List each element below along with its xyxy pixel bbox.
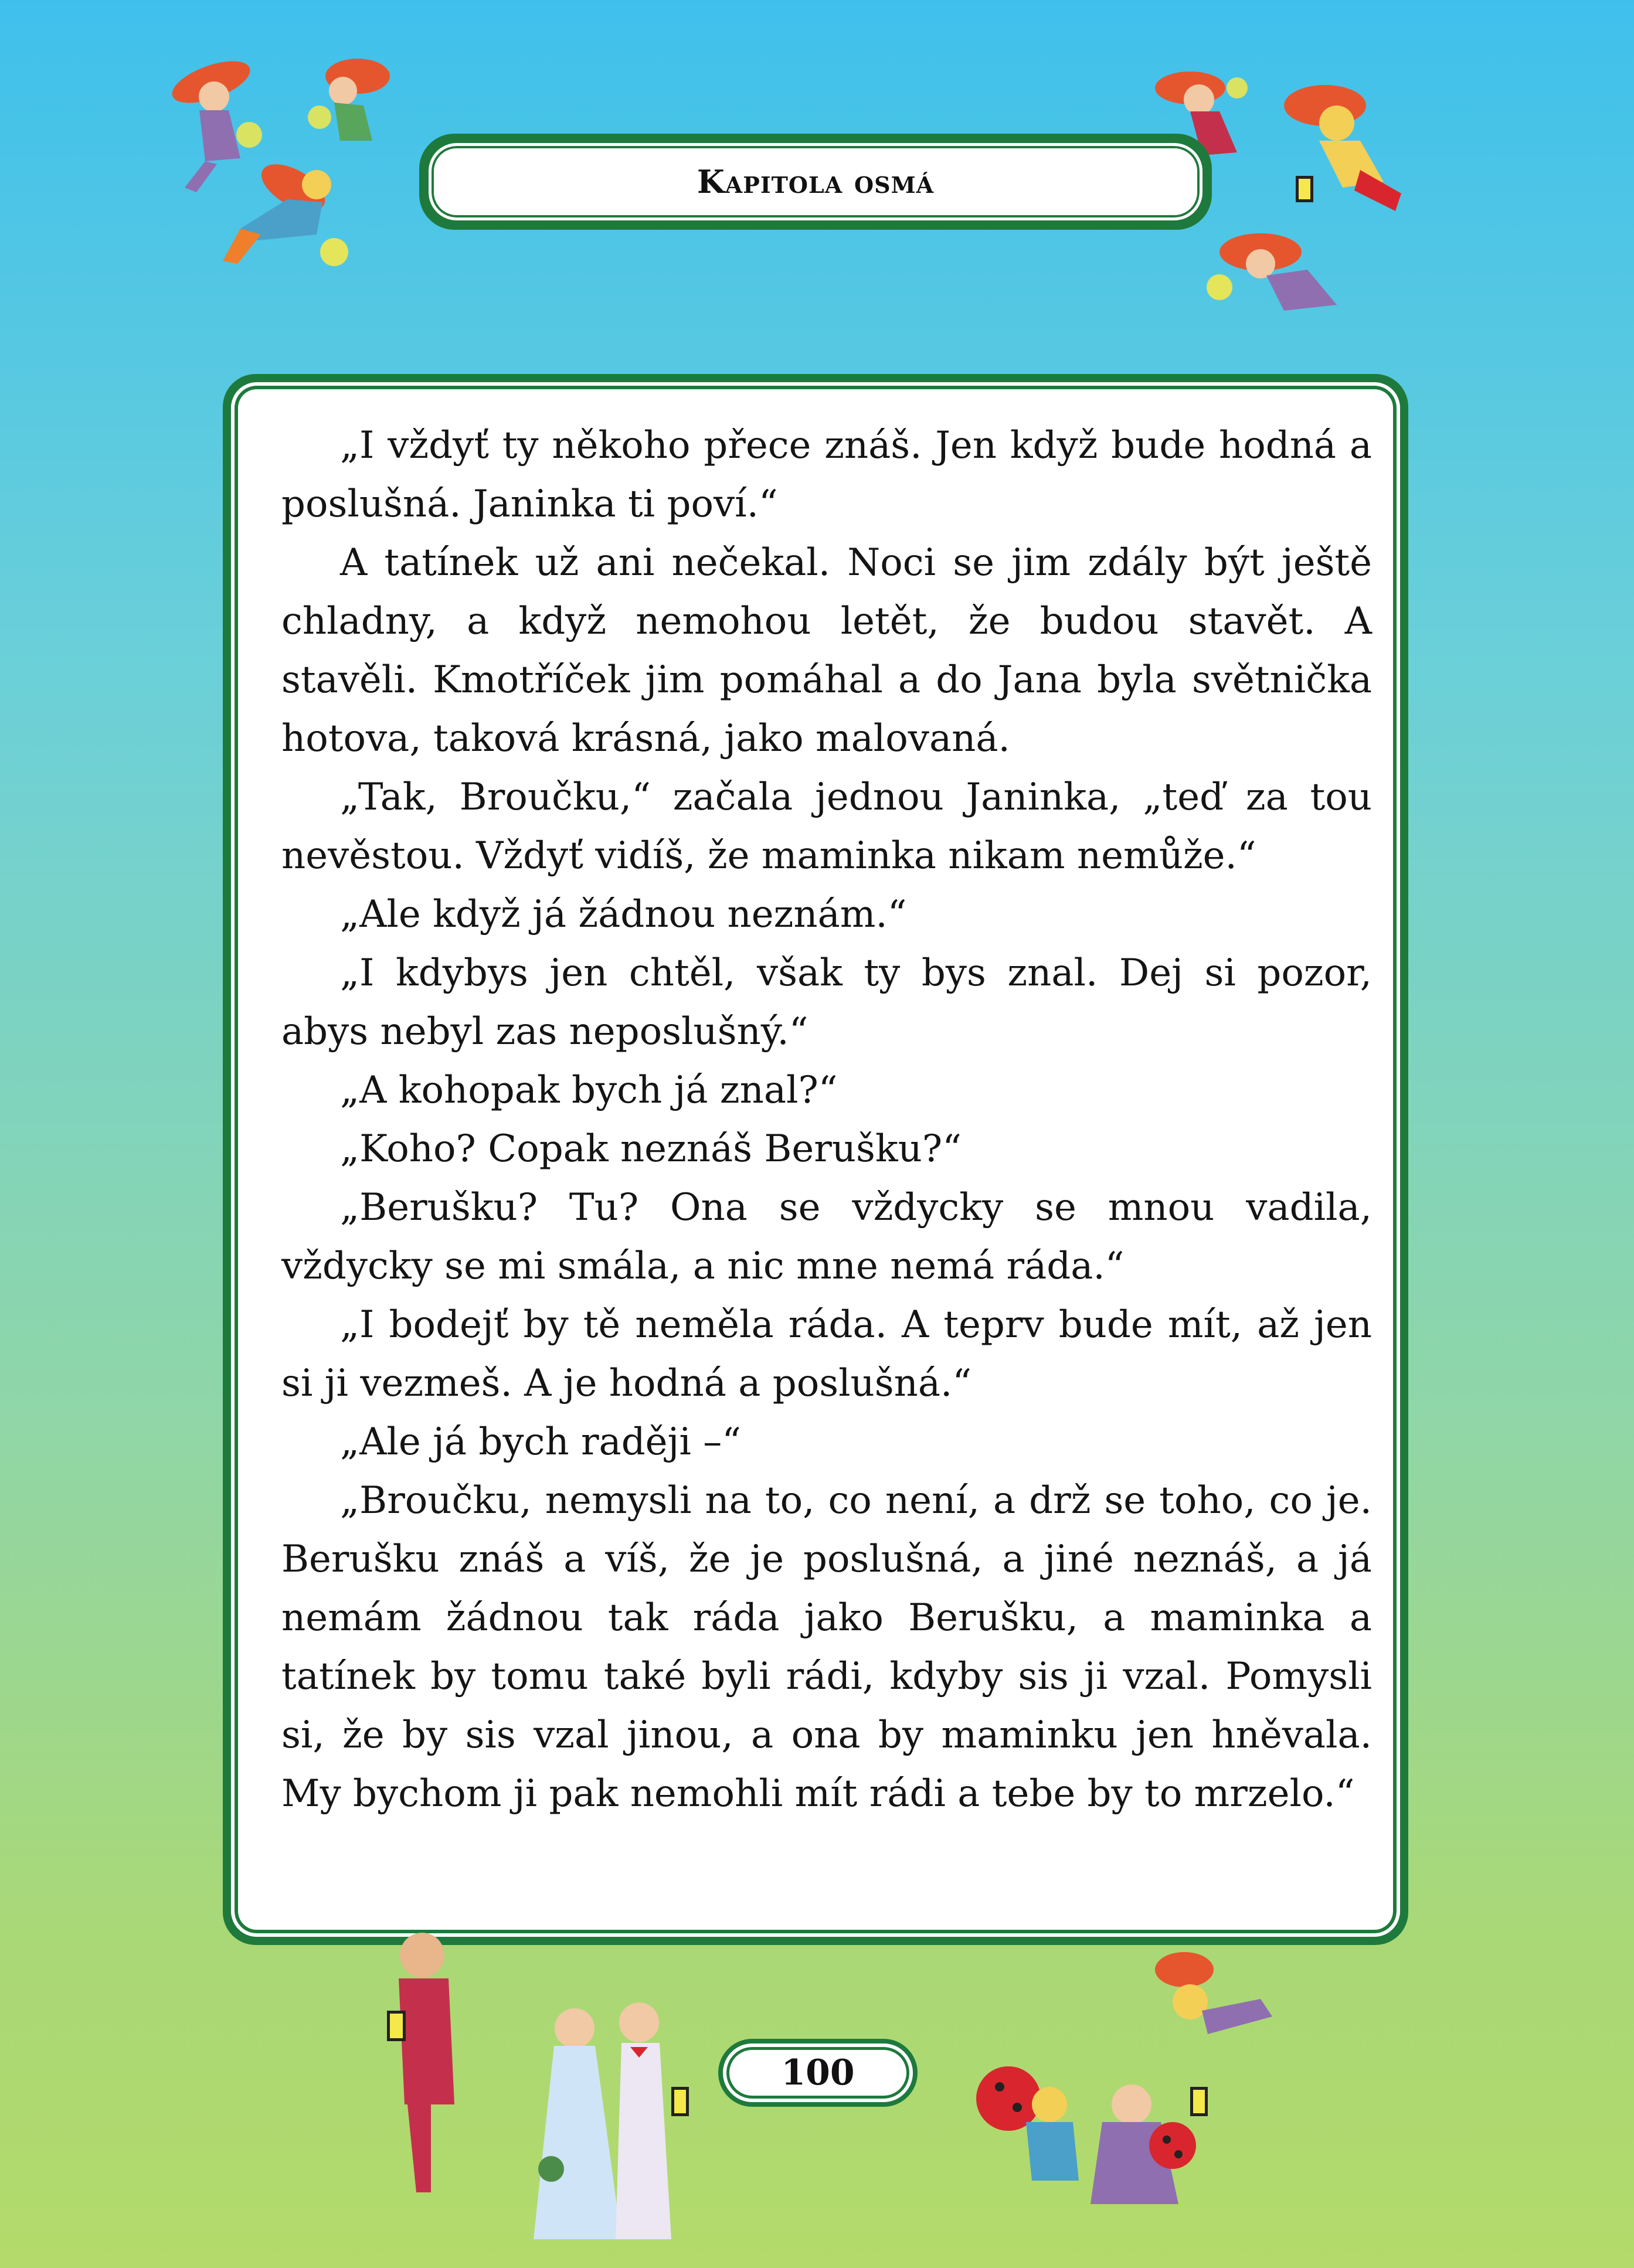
paragraph: „Tak, Broučku,“ začala jednou Janinka, „teď za tou nevěstou. Vždyť vidíš, že maminka nikam nemůže.“ — [281, 776, 1372, 878]
chapter-title-frame — [419, 134, 1212, 230]
page-number: 100 — [781, 2052, 855, 2093]
text-panel — [231, 382, 1400, 1937]
paragraph: „Ale když já žádnou neznám.“ — [340, 893, 907, 936]
flying-beetles-illustration-left — [141, 41, 416, 299]
paragraph: „Koho? Copak neznáš Berušku?“ — [340, 1127, 962, 1171]
flying-beetle — [223, 155, 348, 266]
flying-beetle — [308, 59, 390, 141]
flying-beetle — [1284, 85, 1401, 211]
flying-beetle — [1155, 1952, 1272, 2116]
kneeling-beetle — [976, 2066, 1079, 2181]
story-text — [281, 416, 1372, 1823]
page-number-frame — [718, 2039, 918, 2107]
text-frame — [223, 374, 1408, 1945]
chapter-title: Kapitola osmá — [697, 163, 935, 200]
paragraph: „Broučku, nemysli na to, co není, a drž se toho, co je. Berušku znáš a víš, že je poslušná, a jiné neznáš, a já nemám žádnou tak ráda jako Berušku, a maminka a tatínek by tomu také byli rádi, kdyby sis ji vzal. Pomysli si, že by sis vzal jinou, a ona by maminku jen hněvala. My bychom ji pak nemohli mít rádi a tebe by to mrzelo.“ — [281, 1479, 1372, 1815]
ladybug-beetles-illustration — [932, 1946, 1296, 2251]
beetle-father — [387, 1933, 454, 2192]
beetle-family-illustration — [375, 1911, 727, 2263]
paragraph: „I kdybys jen chtěl, však ty bys znal. Dej si pozor, abys nebyl zas neposlušný.“ — [281, 951, 1372, 1053]
beetle-bride — [534, 2008, 621, 2239]
paragraph: „Berušku? Tu? Ona se vždycky se mnou vadila, vždycky se mi smála, a nic mne nemá ráda.“ — [281, 1186, 1372, 1288]
paragraph: „Ale já bych raději –“ — [340, 1420, 741, 1464]
chapter-title-box — [429, 143, 1202, 220]
paragraph: „I vždyť ty někoho přece znáš. Jen když bude hodná a poslušná. Janinka ti poví.“ — [281, 424, 1372, 526]
paragraph: „A kohopak bych já znal?“ — [340, 1069, 838, 1112]
beetle-groom — [616, 2002, 689, 2239]
flying-beetle — [1207, 233, 1337, 311]
paragraph: A tatínek už ani nečekal. Noci se jim zdály být ještě chladny, a když nemohou letět, že budou stavět. A stavěli. Kmotříček jim pomáhal a do Jana byla světnička hotova, taková krásná, jako malovaná. — [281, 541, 1372, 760]
page-number-box — [723, 2043, 913, 2102]
paragraph: „I bodejť by tě neměla ráda. A teprv bude mít, až jen si ji vezmeš. A je hodná a poslušná.“ — [281, 1303, 1372, 1405]
crying-ladybug — [1091, 2085, 1196, 2204]
flying-beetle — [167, 53, 262, 192]
